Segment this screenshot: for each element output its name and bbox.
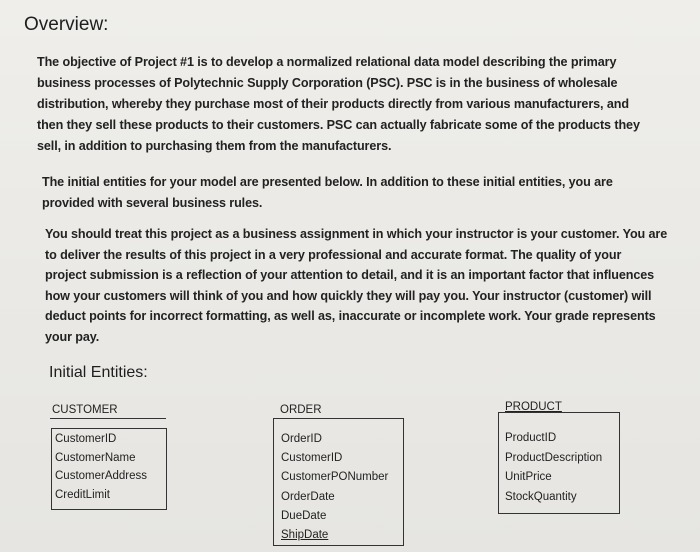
paragraph-line: your pay. (45, 329, 100, 344)
paragraph-line: The objective of Project #1 is to develop a normalized relational data model describing the primary (37, 55, 617, 69)
objective-paragraph (37, 52, 677, 157)
attribute-item: CreditLimit (55, 488, 110, 501)
paragraph-line: provided with several business rules. (42, 196, 263, 210)
product-attribute-list (505, 429, 602, 507)
customer-entity-title: CUSTOMER (52, 404, 118, 416)
paragraph-line: business processes of Polytechnic Supply Corporation (PSC). PSC is in the business of wholesale (37, 76, 618, 90)
assignment-paragraph (45, 224, 675, 347)
overview-heading: Overview: (24, 14, 109, 35)
attribute-item: CustomerAddress (55, 470, 148, 482)
attribute-item: ProductDescription (505, 451, 603, 464)
attribute-item: CustomerName (55, 451, 136, 464)
paragraph-line: to deliver the results of this project in a very professional and accurate format. The quality of your (45, 247, 622, 262)
paragraph-line: distribution, whereby they purchase most of their products directly from various manufacturers, and (37, 97, 629, 111)
attribute-item: OrderDate (281, 490, 335, 503)
initial-entities-heading: Initial Entities: (49, 364, 148, 381)
customer-attribute-list (55, 430, 147, 504)
attribute-item: ShipDate (281, 529, 329, 542)
paragraph-line: You should treat this project as a business assignment in which your instructor is your customer. You are (45, 227, 668, 241)
attribute-item: StockQuantity (505, 490, 577, 503)
attribute-item: UnitPrice (505, 471, 552, 483)
paragraph-line: The initial entities for your model are presented below. In addition to these initial entities, you are (42, 175, 613, 189)
product-entity-title: PRODUCT (505, 401, 562, 413)
attribute-item: OrderID (281, 433, 322, 445)
entities-intro-paragraph (42, 172, 672, 214)
paragraph-line: then they sell these products to their customers. PSC can actually fabricate some of the products they (37, 118, 640, 132)
attribute-item: CustomerID (55, 433, 117, 445)
order-attribute-list (281, 430, 388, 545)
attribute-item: ProductID (505, 432, 557, 444)
paragraph-line: deduct points for incorrect formatting, as well as, inaccurate or incomplete work. Your grade represents (45, 309, 656, 323)
attribute-item: CustomerID (281, 452, 343, 465)
paragraph-line: how your customers will think of you and how quickly they will pay you. Your instructor (customer) will (45, 288, 652, 303)
attribute-item: CustomerPONumber (281, 471, 389, 484)
attribute-item: DueDate (281, 509, 327, 522)
paragraph-line: project submission is a reflection of your attention to detail, and it is an important factor that influences (45, 268, 655, 282)
customer-title-rule (50, 418, 166, 419)
paragraph-line: sell, in addition to purchasing them from the manufacturers. (37, 139, 392, 153)
order-entity-title: ORDER (280, 404, 322, 416)
